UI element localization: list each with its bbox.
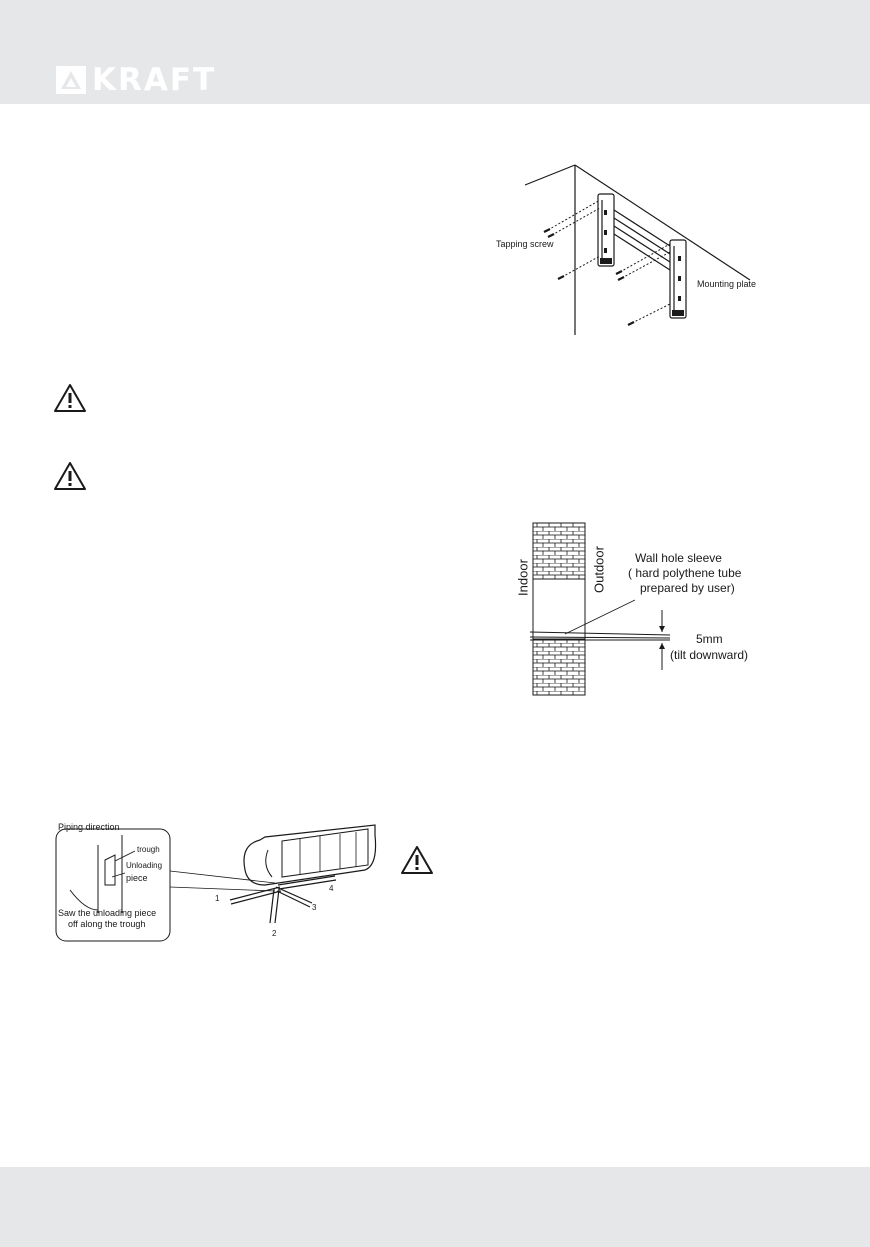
brand-logo (56, 62, 217, 98)
page-header (0, 0, 870, 104)
direction-2-label: 2 (272, 929, 277, 938)
mounting-plate-label: Mounting plate (697, 279, 757, 289)
sleeve-label-line2: ( hard polythene tube (628, 566, 742, 580)
direction-1-label: 1 (215, 894, 220, 903)
gap-note-label: (tilt downward) (670, 648, 749, 662)
page-footer (0, 1167, 870, 1247)
saw-label-line1: Saw the unloading piece (58, 908, 157, 918)
unloading-label-line2: piece (126, 873, 148, 883)
piping-title: Piping direction (58, 822, 120, 832)
warning-triangle-icon (400, 845, 434, 875)
mounting-plate-figure (520, 160, 770, 345)
direction-3-label: 3 (312, 903, 317, 912)
sleeve-label-line3: prepared by user) (640, 581, 735, 595)
brand-name: KRAFT (92, 62, 217, 98)
wall-hole-figure (510, 515, 780, 705)
outdoor-label: Outdoor (591, 546, 607, 593)
kraft-logo-icon (56, 66, 86, 94)
unloading-label-line1: Unloading (126, 861, 163, 870)
trough-label: trough (137, 845, 160, 854)
warning-triangle-icon (53, 461, 87, 491)
indoor-label: Indoor (515, 559, 531, 596)
sleeve-label-line1: Wall hole sleeve (635, 551, 722, 565)
direction-4-label: 4 (329, 884, 334, 893)
saw-label-line2: off along the trough (68, 919, 146, 929)
tapping-screw-label: Tapping screw (496, 239, 554, 249)
piping-direction-figure (50, 815, 390, 950)
gap-value-label: 5mm (696, 632, 723, 646)
warning-triangle-icon (53, 383, 87, 413)
